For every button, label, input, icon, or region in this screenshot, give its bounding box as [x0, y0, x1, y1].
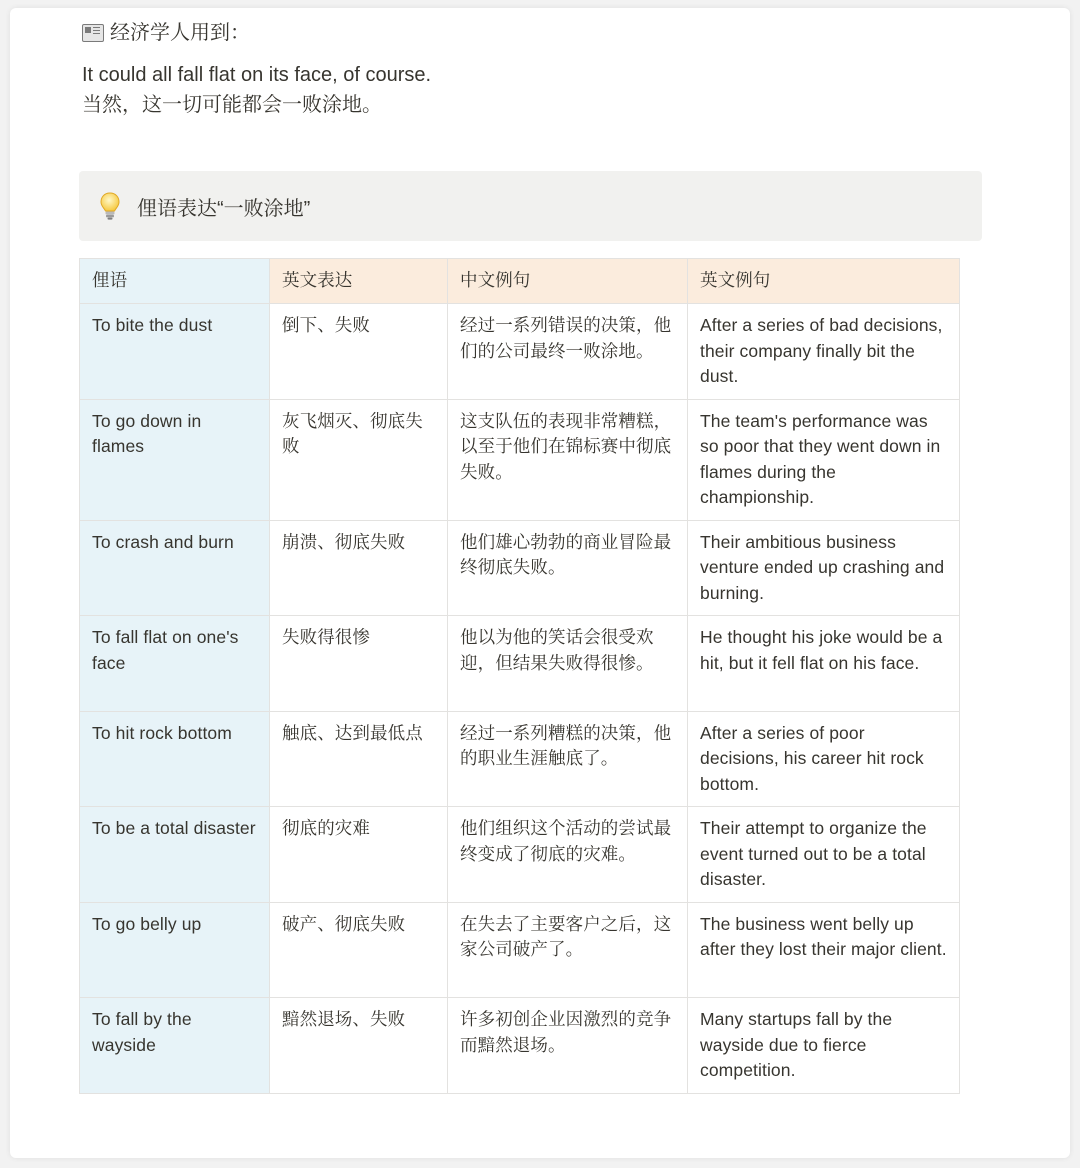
callout-text: 俚语表达“一败涂地”: [137, 197, 311, 220]
idiom-table: [79, 258, 960, 1094]
lightbulb-icon: [99, 191, 121, 221]
cell-chinese-example: 他们雄心勃勃的商业冒险最终彻底失败。: [448, 520, 688, 616]
table-row: [80, 304, 960, 400]
cell-english-example: Their attempt to organize the event turned out to be a total disaster.: [688, 807, 960, 903]
cell-meaning: 黯然退场、失败: [270, 998, 448, 1094]
cell-chinese-example: 经过一系列糟糕的决策，他的职业生涯触底了。: [448, 711, 688, 807]
cell-chinese-example: 许多初创企业因激烈的竞争而黯然退场。: [448, 998, 688, 1094]
table-row: [80, 520, 960, 616]
header-idiom: 俚语: [80, 259, 270, 304]
cell-chinese-example: 经过一系列错误的决策，他们的公司最终一败涂地。: [448, 304, 688, 400]
cell-idiom: To crash and burn: [80, 520, 270, 616]
table-row: [80, 616, 960, 712]
cell-meaning: 破产、彻底失败: [270, 902, 448, 998]
cell-chinese-example: 这支队伍的表现非常糟糕，以至于他们在锦标赛中彻底失败。: [448, 399, 688, 520]
source-label: 经济学人用到：: [110, 22, 250, 44]
cell-english-example: The team's performance was so poor that they went down in flames during the championship.: [688, 399, 960, 520]
cell-meaning: 灰飞烟灭、彻底失败: [270, 399, 448, 520]
cell-idiom: To be a total disaster: [80, 807, 270, 903]
document-card: [10, 8, 1070, 1158]
cell-idiom: To bite the dust: [80, 304, 270, 400]
cell-meaning: 崩溃、彻底失败: [270, 520, 448, 616]
cell-english-example: The business went belly up after they lost their major client.: [688, 902, 960, 998]
cell-english-example: After a series of poor decisions, his career hit rock bottom.: [688, 711, 960, 807]
cell-chinese-example: 在失去了主要客户之后，这家公司破产了。: [448, 902, 688, 998]
cell-meaning: 倒下、失败: [270, 304, 448, 400]
header-english-expression: 英文表达: [270, 259, 448, 304]
cell-idiom: To go down in flames: [80, 399, 270, 520]
cell-idiom: To go belly up: [80, 902, 270, 998]
source-line: [82, 20, 250, 46]
header-english-example: 英文例句: [688, 259, 960, 304]
callout-block: [79, 171, 982, 241]
newspaper-icon: [82, 24, 104, 42]
quote-english: It could all fall flat on its face, of course.: [82, 64, 432, 86]
table-row: [80, 399, 960, 520]
cell-english-example: Many startups fall by the wayside due to fierce competition.: [688, 998, 960, 1094]
cell-english-example: Their ambitious business venture ended up crashing and burning.: [688, 520, 960, 616]
cell-idiom: To fall by the wayside: [80, 998, 270, 1094]
table-row: [80, 807, 960, 903]
quote-chinese: 当然，这一切可能都会一败涂地。: [82, 94, 382, 116]
cell-idiom: To hit rock bottom: [80, 711, 270, 807]
cell-chinese-example: 他们组织这个活动的尝试最终变成了彻底的灾难。: [448, 807, 688, 903]
header-chinese-example: 中文例句: [448, 259, 688, 304]
table-row: [80, 902, 960, 998]
cell-meaning: 触底、达到最低点: [270, 711, 448, 807]
example-quote: [82, 60, 431, 120]
table-row: [80, 711, 960, 807]
cell-english-example: After a series of bad decisions, their company finally bit the dust.: [688, 304, 960, 400]
cell-idiom: To fall flat on one's face: [80, 616, 270, 712]
cell-meaning: 彻底的灾难: [270, 807, 448, 903]
cell-meaning: 失败得很惨: [270, 616, 448, 712]
table-row: [80, 998, 960, 1094]
cell-english-example: He thought his joke would be a hit, but it fell flat on his face.: [688, 616, 960, 712]
cell-chinese-example: 他以为他的笑话会很受欢迎，但结果失败得很惨。: [448, 616, 688, 712]
table-header-row: [80, 259, 960, 304]
